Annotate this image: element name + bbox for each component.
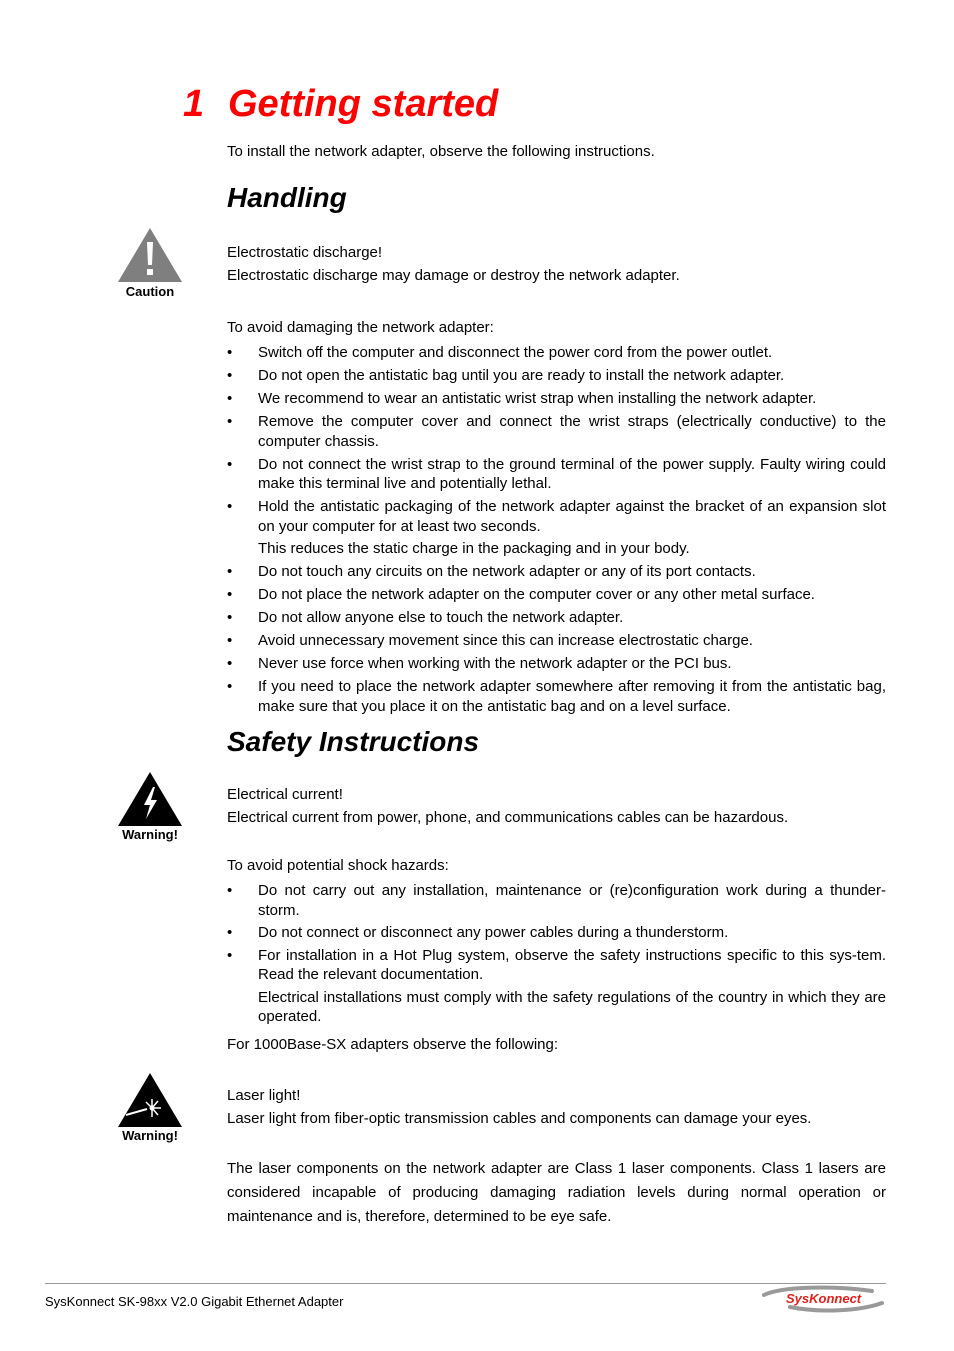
list-item: • Avoid unnecessary movement since this can increase electrostatic charge. (227, 632, 753, 649)
chapter-title-text: Getting started (228, 83, 499, 125)
list-item: • Do not place the network adapter on the computer cover or any other metal surface. (227, 586, 815, 603)
list-item: • Remove the computer cover and connect the wrist straps (electrically conductive) to the computer chassis. (227, 413, 886, 450)
list-item: • Do not allow anyone else to touch the network adapter. (227, 609, 624, 626)
list-item: • Switch off the computer and disconnect the power cord from the power outlet. (227, 344, 773, 361)
handling-alert-title: Electrostatic discharge! (227, 244, 383, 261)
footer-divider (45, 1283, 886, 1284)
chapter-number: 1 (183, 83, 205, 125)
safety-heading: Safety Instructions (227, 726, 480, 757)
intro-text: To install the network adapter, observe the following instructions. (227, 143, 655, 160)
list-item: • For installation in a Hot Plug system, observe the safety instructions specific to this sys-tem. Read the relevant documentation. Electrical installations must comply with the safety regulations of the country in which they are operated. (227, 946, 886, 1025)
lightning-triangle-icon (116, 771, 184, 827)
footer-text: SysKonnect SK-98xx V2.0 Gigabit Ethernet Adapter (45, 1294, 344, 1309)
handling-lead: To avoid damaging the network adapter: (227, 319, 494, 336)
safety-lead: To avoid potential shock hazards: (227, 857, 449, 874)
list-item: • Do not connect the wrist strap to the ground terminal of the power supply. Faulty wiring could make this terminal live and potentially lethal. (227, 455, 886, 492)
list-item: • Do not connect or disconnect any power cables during a thunderstorm. (227, 924, 729, 941)
syskonnect-logo-icon (760, 1285, 886, 1315)
handling-bullet-list (227, 343, 886, 716)
laser-triangle-icon (116, 1072, 184, 1128)
electrical-warning-block (112, 771, 188, 842)
list-item: • If you need to place the network adapter somewhere after removing it from the antistatic bag, make sure that you place it on the antistatic bag and on a level surface. (227, 678, 886, 715)
list-item: • Do not open the antistatic bag until you are ready to install the network adapter. (227, 367, 785, 384)
warning-label: Warning! (122, 827, 178, 842)
sx-lead: For 1000Base-SX adapters observe the following: (227, 1036, 559, 1053)
laser-paragraph: The laser components on the network adapter are Class 1 laser components. Class 1 lasers are considered incapable of producing damaging radiation levels during normal operation or maintenance and is, therefore, determined to be eye safe. (227, 1160, 886, 1225)
list-item: • Never use force when working with the network adapter or the PCI bus. (227, 655, 732, 672)
laser-alert-title: Laser light! (227, 1087, 301, 1104)
list-item-note: Electrical installations must comply with the safety regulations of the country in which they are operated. (258, 988, 886, 1025)
handling-alert-text: Electrostatic discharge may damage or destroy the network adapter. (227, 267, 680, 284)
list-item: • We recommend to wear an antistatic wrist strap when installing the network adapter. (227, 390, 817, 407)
laser-alert-text: Laser light from fiber-optic transmission cables and components can damage your eyes. (227, 1110, 812, 1127)
list-item: • Hold the antistatic packaging of the network adapter against the bracket of an expansion slot on your computer for at least two seconds. This reduces the static charge in the packaging and in your body. (227, 498, 886, 557)
svg-text:SysKonnect: SysKonnect (786, 1291, 862, 1306)
exclamation-triangle-icon (116, 226, 184, 284)
handling-heading: Handling (227, 182, 347, 213)
list-item: • Do not carry out any installation, maintenance or (re)configuration work during a thunder-storm. (227, 882, 886, 919)
caution-label: Caution (125, 284, 175, 299)
chapter-title (183, 80, 498, 128)
warning-label: Warning! (122, 1128, 178, 1143)
list-item-note: This reduces the static charge in the packaging and in your body. (258, 540, 690, 557)
safety-bullet-list (227, 881, 886, 1027)
safety-alert-title: Electrical current! (227, 786, 343, 803)
safety-alert-text: Electrical current from power, phone, and communications cables can be hazardous. (227, 809, 789, 826)
syskonnect-logo (760, 1285, 886, 1320)
laser-warning-block (112, 1072, 188, 1143)
caution-block (112, 226, 188, 299)
list-item: • Do not touch any circuits on the network adapter or any of its port contacts. (227, 563, 756, 580)
